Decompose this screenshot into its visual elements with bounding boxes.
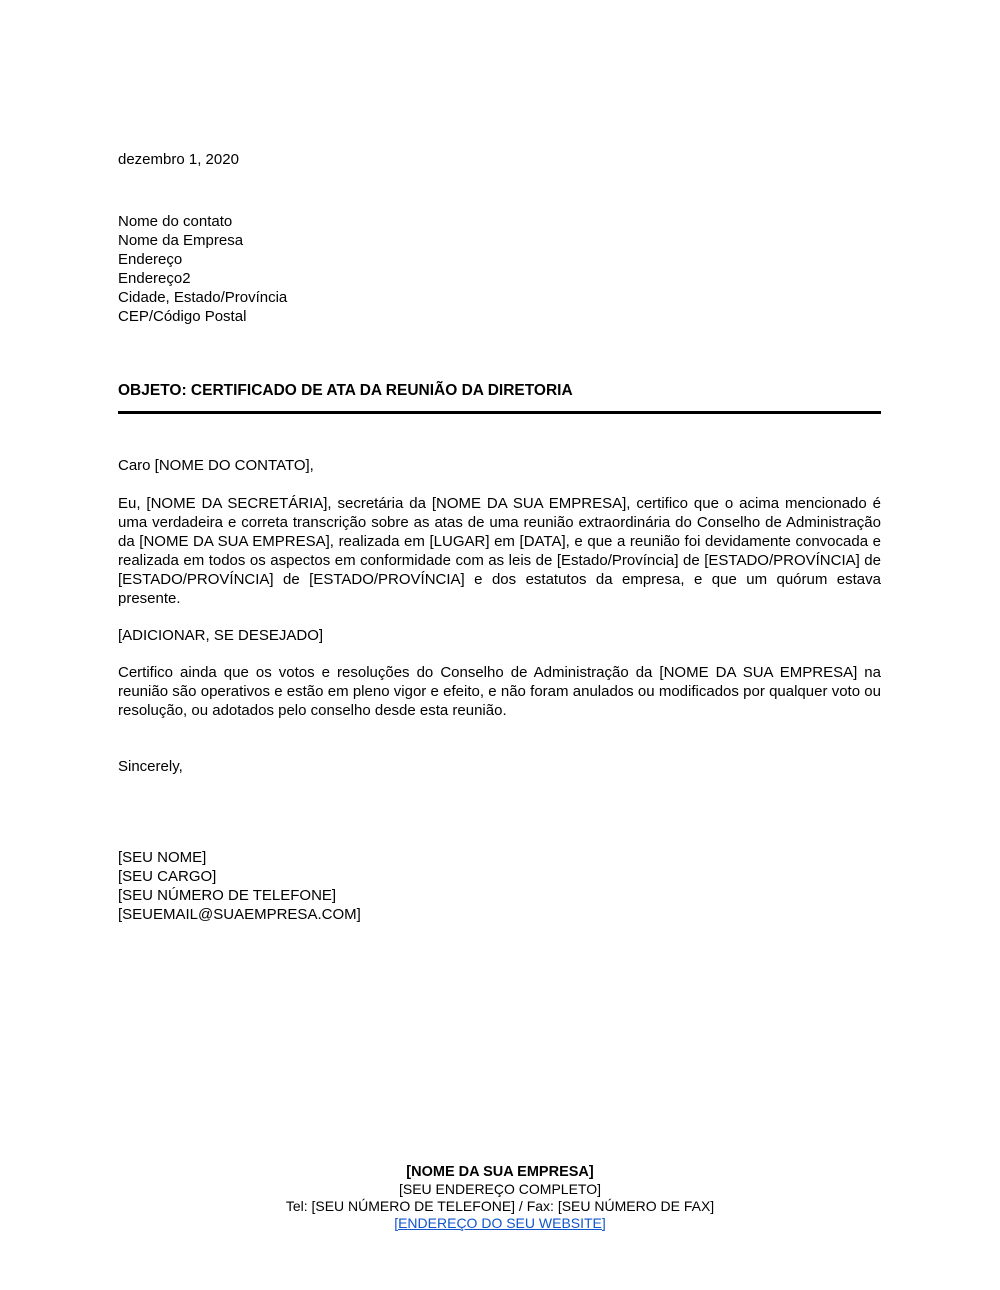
body-paragraph-2: Certifico ainda que os votos e resoluções do Conselho de Administração da [NOME DA SUA EMPRESA] na reunião são operativos e estão em pleno vigor e efeito, e não foram anulados ou modificados por qualquer voto ou resolução, ou adotados pelo conselho desde esta reunião.: [118, 664, 881, 719]
footer-website-link[interactable]: [ENDEREÇO DO SEU WEBSITE]: [394, 1215, 606, 1231]
signature-title: [SEU CARGO]: [118, 868, 217, 885]
recipient-block: [118, 212, 881, 326]
body-optional-note: [ADICIONAR, SE DESEJADO]: [118, 627, 324, 644]
footer-website-row: [0, 1215, 1000, 1232]
recipient-address-line-1: Endereço: [118, 251, 183, 268]
recipient-city-state: Cidade, Estado/Província: [118, 289, 288, 306]
salutation: Caro [NOME DO CONTATO],: [118, 457, 314, 474]
recipient-address-line-2: Endereço2: [118, 270, 191, 287]
letter-date: dezembro 1, 2020: [118, 151, 239, 168]
letter-footer: [0, 1164, 1000, 1232]
footer-address: [SEU ENDEREÇO COMPLETO]: [398, 1181, 601, 1197]
closing-line: Sincerely,: [118, 758, 183, 775]
footer-phone-fax: Tel: [SEU NÚMERO DE TELEFONE] / Fax: [SEU NÚMERO DE FAX]: [285, 1198, 715, 1214]
signature-name: [SEU NOME]: [118, 849, 207, 866]
body-paragraph-1: Eu, [NOME DA SECRETÁRIA], secretária da [NOME DA SUA EMPRESA], certifico que o acima mencionado é uma verdadeira e correta transcrição sobre as atas de uma reunião extraordinária do Conselho de Administração da [NOME DA SUA EMPRESA], realizada em [LUGAR] em [DATA], e que a reunião foi devidamente convocada e realizada em todos os aspectos em conformidade com as leis de [Estado/Província] de [ESTADO/PROVÍNCIA] de [ESTADO/PROVÍNCIA] de [ESTADO/PROVÍNCIA] e dos estatutos da empresa, e que um quórum estava presente.: [118, 495, 881, 607]
recipient-contact-name: Nome do contato: [118, 213, 233, 230]
footer-company-name: [NOME DA SUA EMPRESA]: [406, 1164, 594, 1180]
recipient-company-name: Nome da Empresa: [118, 232, 244, 249]
signature-email: [SEUEMAIL@SUAEMPRESA.COM]: [118, 906, 361, 923]
recipient-postal-code: CEP/Código Postal: [118, 308, 247, 325]
subject-line: OBJETO: CERTIFICADO DE ATA DA REUNIÃO DA DIRETORIA: [118, 381, 881, 414]
signature-phone: [SEU NÚMERO DE TELEFONE]: [118, 887, 337, 904]
signature-block: [118, 848, 881, 924]
